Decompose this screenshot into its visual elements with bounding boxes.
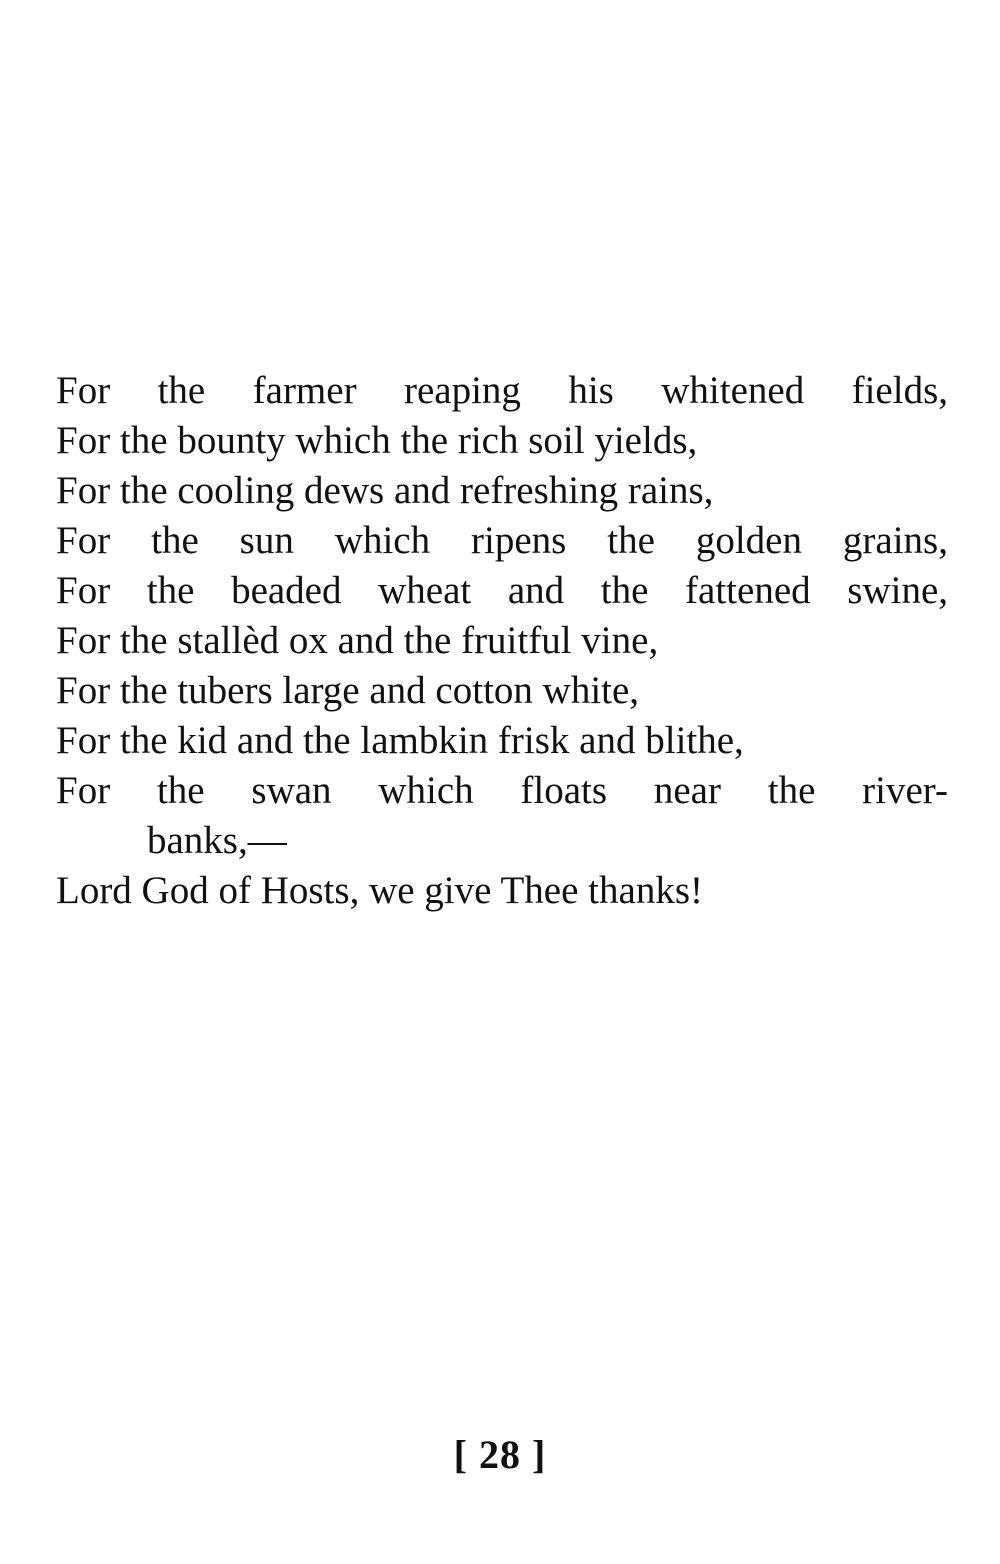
poem-stanza xyxy=(56,366,956,916)
poem-line-continuation: banks,— xyxy=(147,819,287,862)
poem-line: For the cooling dews and refreshing rains, xyxy=(56,469,714,512)
poem-line: For the swan which floats near the river- xyxy=(56,769,948,812)
poem-line: For the farmer reaping his whitened fields, xyxy=(56,369,948,412)
poem-line: For the beaded wheat and the fattened swine, xyxy=(56,569,948,612)
poem-line: For the tubers large and cotton white, xyxy=(56,669,640,712)
poem-line: For the stallèd ox and the fruitful vine, xyxy=(56,619,659,662)
poem-refrain: Lord God of Hosts, we give Thee thanks! xyxy=(56,869,703,912)
page-number: [ 28 ] xyxy=(453,1432,547,1477)
poem-line: For the bounty which the rich soil yields, xyxy=(56,419,698,462)
poem-line: For the kid and the lambkin frisk and blithe, xyxy=(56,719,744,762)
poem-line: For the sun which ripens the golden grains, xyxy=(56,519,948,562)
